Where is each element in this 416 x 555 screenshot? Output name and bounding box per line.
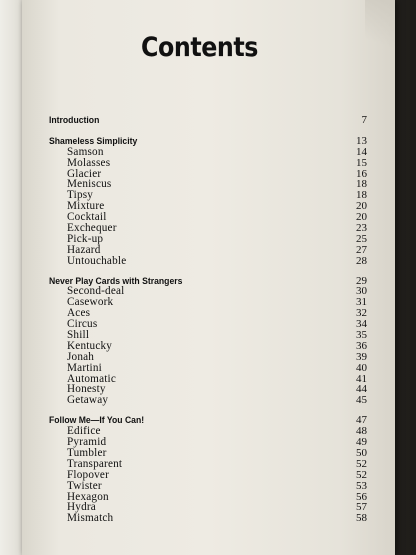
toc-page-number: 13: [356, 134, 367, 147]
toc-page-number: 18: [356, 189, 367, 202]
toc-item: [49, 256, 367, 267]
toc-item-label: Getaway: [67, 394, 109, 407]
toc-page-number: 23: [356, 222, 367, 235]
toc-page-number: 7: [361, 114, 367, 126]
toc-item-label: Hydra: [67, 501, 96, 514]
toc-item-label: Glacier: [67, 167, 102, 180]
toc-item-label: Hexagon: [67, 490, 109, 503]
toc-item: [49, 158, 367, 169]
toc-page-number: 56: [356, 490, 367, 503]
toc-page-number: 35: [356, 329, 367, 342]
toc-item-label: Meniscus: [67, 178, 112, 191]
toc-page-number: 20: [356, 200, 367, 213]
toc-item-label: Kentucky: [67, 339, 113, 352]
toc-item-label: Shill: [67, 329, 90, 342]
toc-item-label: Twister: [67, 479, 102, 492]
toc-page-number: 44: [356, 383, 367, 396]
toc-item-label: Second-deal: [67, 285, 125, 298]
toc-item: [49, 395, 367, 406]
toc-item-label: Pick-up: [67, 232, 104, 245]
toc-item-label: Honesty: [67, 383, 106, 396]
page-corner: [365, 0, 395, 60]
toc-page-number: 45: [356, 394, 367, 407]
toc-page-number: 50: [356, 446, 367, 459]
toc-item-label: Circus: [67, 318, 98, 331]
toc-item-label: Martini: [67, 361, 102, 374]
toc-page-number: 52: [356, 468, 367, 481]
toc-item-label: Samson: [67, 145, 104, 158]
toc-item: [49, 363, 367, 374]
toc-item-label: Transparent: [67, 457, 123, 470]
toc-item-label: Edifice: [67, 425, 101, 438]
contents-page: [22, 0, 395, 555]
toc-page-number: 20: [356, 211, 367, 224]
toc-item-label: Casework: [67, 296, 114, 309]
toc-page-number: 36: [356, 339, 367, 352]
toc-item: [49, 481, 367, 492]
toc-page-number: 52: [356, 457, 367, 470]
toc-page-number: 28: [356, 254, 367, 267]
toc-page-number: 49: [356, 436, 367, 449]
toc-page-number: 32: [356, 307, 367, 320]
toc-page-number: 27: [356, 243, 367, 256]
toc-page-number: 31: [356, 296, 367, 309]
toc-item-label: Automatic: [67, 372, 117, 385]
toc-page-number: 41: [356, 372, 367, 385]
toc-page-number: 14: [356, 145, 367, 158]
toc-item-label: Mismatch: [67, 512, 114, 525]
toc-item: [49, 179, 367, 190]
toc-item: [49, 319, 367, 330]
toc-page-number: 34: [356, 318, 367, 331]
toc-item-label: Mixture: [67, 200, 105, 213]
toc-heading-label: Follow Me—If You Can!: [49, 415, 145, 427]
toc-item-label: Cocktail: [67, 211, 107, 224]
toc-introduction: [49, 115, 367, 126]
toc-page-number: 58: [356, 512, 367, 525]
table-of-contents: [49, 115, 367, 524]
toc-item-label: Tumbler: [67, 446, 107, 459]
toc-item-label: Hazard: [67, 243, 101, 256]
toc-item-label: Untouchable: [67, 254, 127, 267]
toc-page-number: 18: [356, 178, 367, 191]
toc-item-label: Exchequer: [67, 222, 117, 235]
toc-item-label: Pyramid: [67, 436, 107, 449]
toc-item-label: Flopover: [67, 468, 109, 481]
toc-item: [49, 341, 367, 352]
toc-heading-label: Introduction: [49, 115, 100, 126]
toc-heading-label: Shameless Simplicity: [49, 135, 138, 147]
toc-page-number: 57: [356, 501, 367, 514]
toc-item-label: Molasses: [67, 156, 111, 169]
toc-item: [49, 492, 367, 503]
toc-item: [49, 297, 367, 308]
toc-page-number: 53: [356, 479, 367, 492]
toc-item: [49, 513, 367, 524]
toc-page-number: 30: [356, 285, 367, 298]
toc-page-number: 25: [356, 232, 367, 245]
toc-item-label: Tipsy: [67, 189, 94, 202]
toc-item-label: Aces: [67, 307, 91, 320]
toc-page-number: 40: [356, 361, 367, 374]
toc-page-number: 39: [356, 350, 367, 363]
toc-page-number: 29: [356, 274, 367, 287]
toc-item: [49, 470, 367, 481]
toc-page-number: 48: [356, 425, 367, 438]
toc-page-number: 47: [356, 414, 367, 427]
toc-heading-label: Never Play Cards with Strangers: [49, 275, 183, 287]
toc-page-number: 15: [356, 156, 367, 169]
page-title: Contents: [140, 32, 259, 63]
toc-page-number: 16: [356, 167, 367, 180]
toc-item-label: Jonah: [67, 350, 95, 363]
